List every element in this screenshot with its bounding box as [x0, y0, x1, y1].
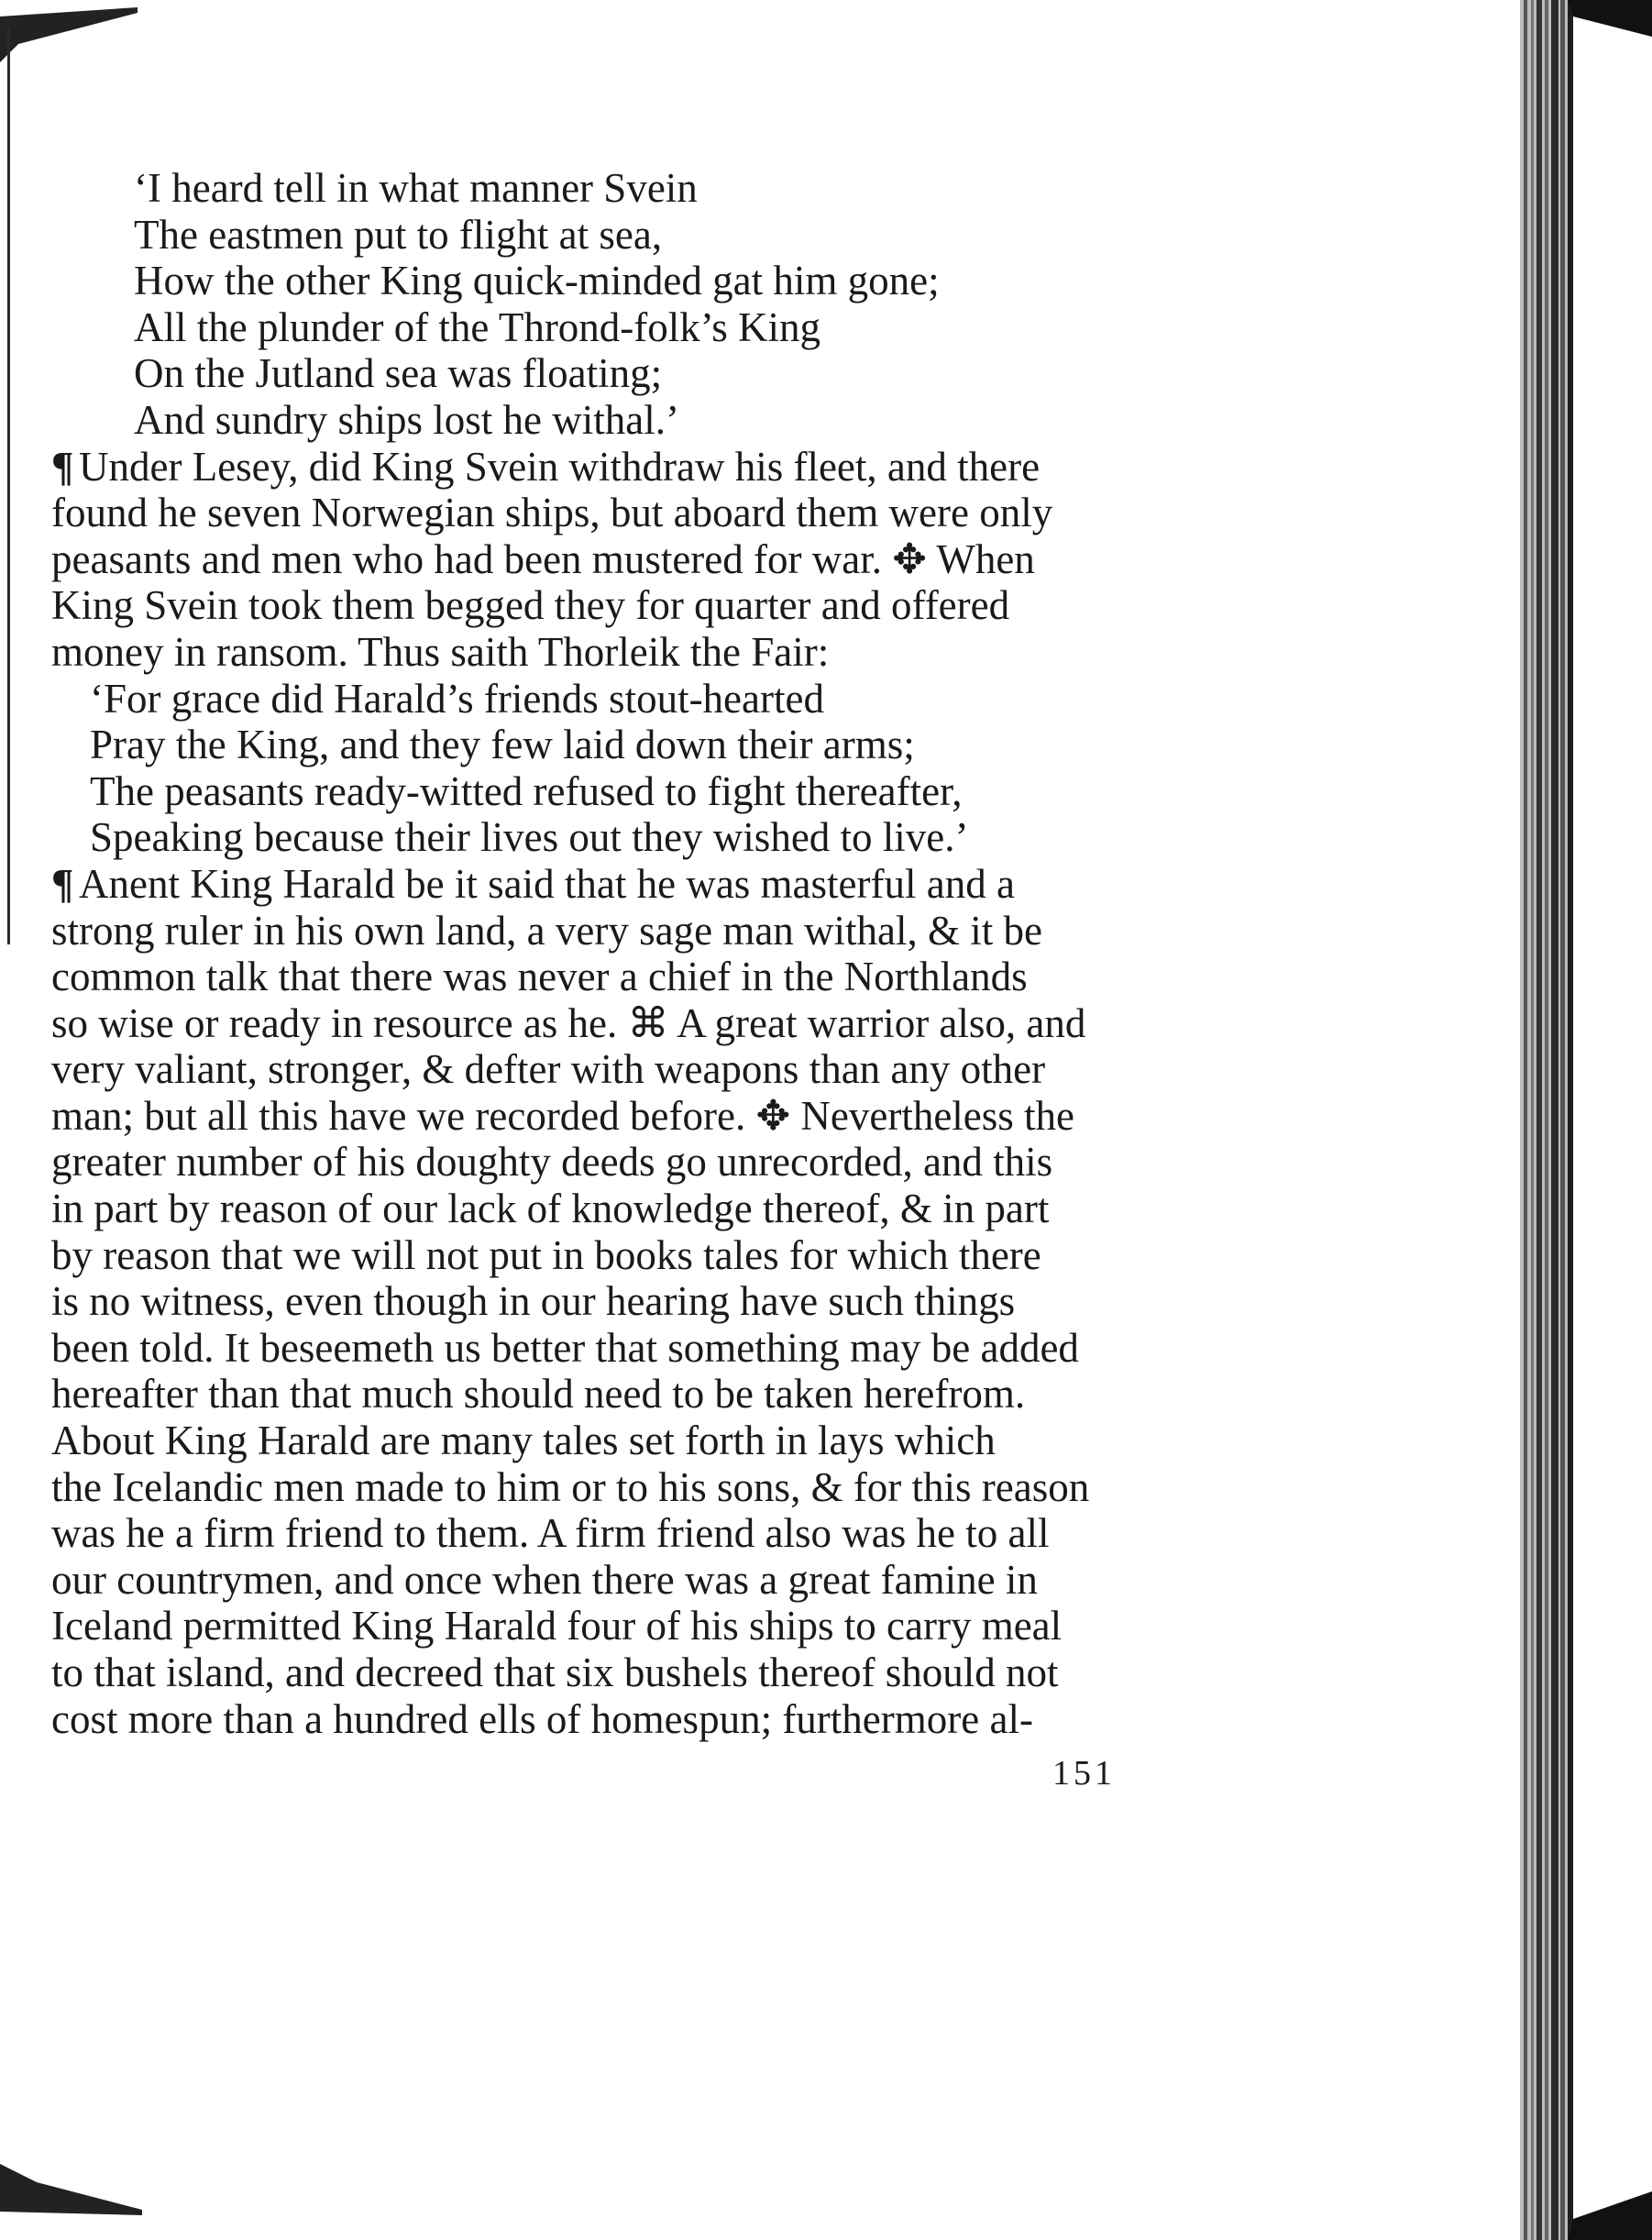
prose-line: King Svein took them begged they for quarter and offered [51, 582, 1010, 629]
prose-line: very valiant, stronger, & defter with weapons than any other [51, 1046, 1046, 1093]
scan-corner-mark-top [0, 7, 147, 62]
prose-line: greater number of his doughty deeds go unrecorded, and this [51, 1139, 1053, 1186]
verse-line: The eastmen put to flight at sea, [134, 211, 663, 258]
verse-line: And sundry ships lost he withal.’ [134, 396, 679, 443]
paragraph-1 [51, 444, 1197, 676]
page-number: 151 [1052, 1754, 1116, 1793]
prose-line: Iceland permitted King Harald four of his ships to carry meal [51, 1603, 1063, 1650]
page-edge-shadow [1503, 0, 1652, 2240]
prose-line: was he a firm friend to them. A firm friend also was he to all [51, 1510, 1050, 1557]
verse-line: ‘I heard tell in what manner Svein [134, 165, 698, 211]
verse-line: ‘For grace did Harald’s friends stout-hearted [90, 675, 824, 722]
prose-line: been told. It beseemeth us better that something may be added [51, 1324, 1079, 1371]
prose-line-text: Under Lesey, did King Svein withdraw his fleet, and there [79, 443, 1041, 490]
prose-line: our countrymen, and once when there was a great famine in [51, 1556, 1038, 1603]
verse-line: The peasants ready-witted refused to fight thereafter, [90, 767, 963, 814]
scan-left-rule [7, 28, 10, 944]
prose-line: money in ransom. Thus saith Thorleik the Fair: [51, 628, 830, 675]
scan-corner-mark-bottom [0, 2155, 147, 2219]
prose-line: hereafter than that much should need to be taken herefrom. [51, 1371, 1026, 1418]
prose-line-text: Anent King Harald be it said that he was masterful and a [79, 860, 1015, 907]
prose-line: man; but all this have we recorded before. ✥ Nevertheless the [51, 1092, 1075, 1139]
prose-line: peasants and men who had been mustered for war. ✥ When [51, 535, 1035, 582]
paragraph-2 [51, 861, 1197, 1742]
verse-line: How the other King quick-minded gat him gone; [134, 258, 940, 304]
prose-line: cost more than a hundred ells of homespun; furthermore al- [51, 1695, 1033, 1742]
verse-line: Speaking because their lives out they wished to live.’ [90, 814, 969, 861]
verse-1 [51, 165, 1197, 444]
verse-2 [51, 676, 1197, 861]
verse-line: All the plunder of the Thrond-folk’s King [134, 303, 821, 350]
prose-line [51, 444, 1197, 491]
prose-line: strong ruler in his own land, a very sage man withal, & it be [51, 907, 1043, 954]
prose-line: the Icelandic men made to him or to his sons, & for this reason [51, 1463, 1090, 1510]
prose-line: in part by reason of our lack of knowledge thereof, & in part [51, 1186, 1050, 1232]
verse-line: Pray the King, and they few laid down their arms; [90, 722, 915, 768]
verse-line: On the Jutland sea was floating; [134, 350, 663, 397]
prose-line: to that island, and decreed that six bushels thereof should not [51, 1650, 1059, 1695]
prose-line: About King Harald are many tales set forth in lays which [51, 1418, 996, 1464]
pilcrow-icon: ¶ [51, 443, 74, 490]
prose-line: is no witness, even though in our hearing have such things [51, 1278, 1016, 1325]
prose-line [51, 861, 1197, 908]
prose-line: common talk that there was never a chief in the Northlands [51, 954, 1028, 1000]
prose-line: found he seven Norwegian ships, but aboard them were only [51, 490, 1053, 536]
pilcrow-icon: ¶ [51, 860, 74, 907]
prose-line: so wise or ready in resource as he. ⌘ A great warrior also, and [51, 999, 1086, 1046]
page-text [51, 165, 1197, 1742]
prose-line: by reason that we will not put in books tales for which there [51, 1231, 1041, 1278]
